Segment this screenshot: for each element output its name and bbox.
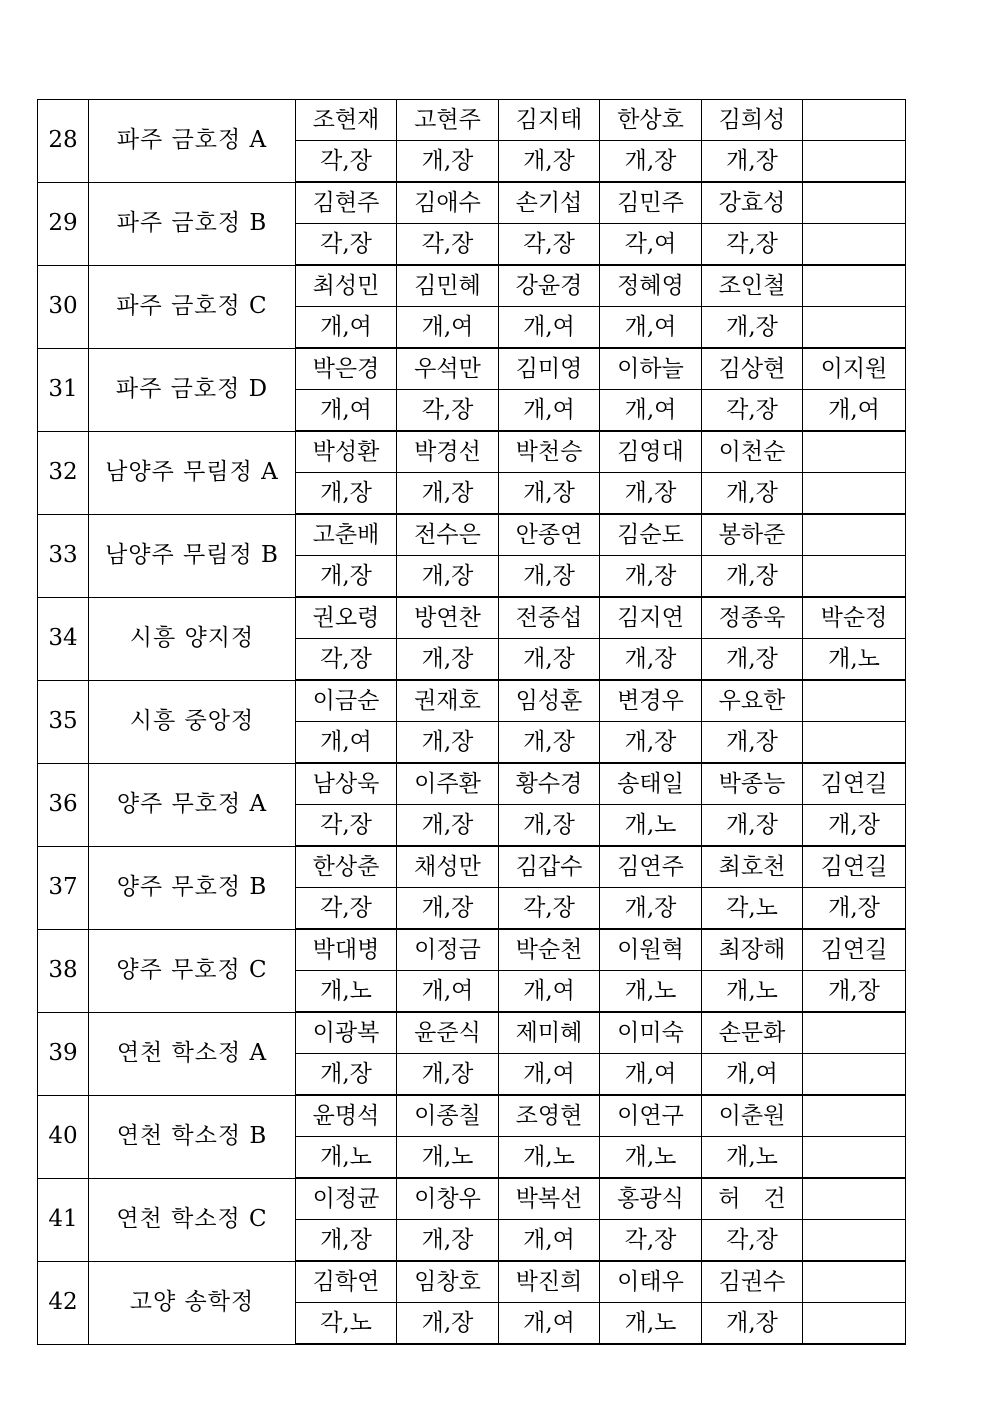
member-class: 개,장 xyxy=(296,1054,397,1096)
team-name: 시흥 양지정 xyxy=(89,597,296,680)
member-name: 김상현 xyxy=(702,348,803,390)
team-row-names xyxy=(38,348,906,390)
member-name: 전수은 xyxy=(397,514,499,556)
member-class: 개,여 xyxy=(702,1054,803,1096)
team-row-names xyxy=(38,763,906,805)
member-name: 김연주 xyxy=(600,846,702,888)
member-name: 우요한 xyxy=(702,680,803,722)
team-name: 양주 무호정 B xyxy=(89,846,296,929)
member-name: 권오령 xyxy=(296,597,397,639)
team-name: 고양 송학정 xyxy=(89,1261,296,1344)
member-name: 윤명석 xyxy=(296,1095,397,1137)
member-class: 개,노 xyxy=(600,805,702,847)
member-name: 봉하준 xyxy=(702,514,803,556)
member-class: 개,장 xyxy=(803,805,906,847)
member-class: 개,장 xyxy=(600,141,702,183)
member-name xyxy=(803,265,906,307)
member-class: 개,장 xyxy=(600,639,702,681)
member-name: 고춘배 xyxy=(296,514,397,556)
team-row-names xyxy=(38,929,906,971)
member-name xyxy=(803,1095,906,1137)
team-row-names xyxy=(38,1095,906,1137)
member-class xyxy=(803,141,906,183)
member-class: 개,장 xyxy=(702,1303,803,1345)
member-name: 강윤경 xyxy=(499,265,600,307)
member-name: 임창호 xyxy=(397,1261,499,1303)
team-number: 29 xyxy=(38,182,89,265)
team-row-names xyxy=(38,1012,906,1054)
team-name: 양주 무호정 C xyxy=(89,929,296,1012)
member-class: 개,장 xyxy=(499,556,600,598)
member-class: 개,노 xyxy=(296,1137,397,1179)
member-class: 개,노 xyxy=(600,971,702,1013)
member-name: 박천승 xyxy=(499,431,600,473)
member-class: 개,장 xyxy=(702,805,803,847)
member-class: 개,장 xyxy=(397,805,499,847)
member-class: 개,여 xyxy=(397,971,499,1013)
member-name xyxy=(803,182,906,224)
member-class: 개,노 xyxy=(803,639,906,681)
member-class: 개,장 xyxy=(803,971,906,1013)
member-class: 개,여 xyxy=(803,390,906,432)
member-class xyxy=(803,1137,906,1179)
team-row-names xyxy=(38,100,906,141)
member-name: 변경우 xyxy=(600,680,702,722)
member-name: 방연찬 xyxy=(397,597,499,639)
team-number: 39 xyxy=(38,1012,89,1095)
team-row-names xyxy=(38,846,906,888)
member-class: 각,장 xyxy=(296,639,397,681)
member-class: 개,장 xyxy=(600,888,702,930)
team-row-names xyxy=(38,431,906,473)
member-class: 개,장 xyxy=(702,722,803,764)
member-name: 제미혜 xyxy=(499,1012,600,1054)
member-class: 개,장 xyxy=(397,722,499,764)
member-name: 이천순 xyxy=(702,431,803,473)
team-number: 32 xyxy=(38,431,89,514)
team-number: 34 xyxy=(38,597,89,680)
team-name: 연천 학소정 A xyxy=(89,1012,296,1095)
member-name: 정종욱 xyxy=(702,597,803,639)
team-name: 시흥 중앙정 xyxy=(89,680,296,763)
member-class xyxy=(803,1054,906,1096)
member-class: 개,장 xyxy=(397,473,499,515)
team-number: 40 xyxy=(38,1095,89,1178)
member-name: 윤준식 xyxy=(397,1012,499,1054)
member-class: 각,장 xyxy=(499,888,600,930)
member-class xyxy=(803,1303,906,1345)
member-name xyxy=(803,1178,906,1220)
member-name: 권재호 xyxy=(397,680,499,722)
member-name: 박순정 xyxy=(803,597,906,639)
member-name: 허 건 xyxy=(702,1178,803,1220)
member-class: 각,여 xyxy=(600,224,702,266)
member-name: 남상욱 xyxy=(296,763,397,805)
member-class: 개,노 xyxy=(702,971,803,1013)
member-name: 이창우 xyxy=(397,1178,499,1220)
member-name: 이정금 xyxy=(397,929,499,971)
member-name: 박진희 xyxy=(499,1261,600,1303)
team-number: 33 xyxy=(38,514,89,597)
member-name: 박성환 xyxy=(296,431,397,473)
team-number: 31 xyxy=(38,348,89,431)
member-name: 임성훈 xyxy=(499,680,600,722)
member-class: 각,장 xyxy=(296,141,397,183)
member-name: 박대병 xyxy=(296,929,397,971)
member-class: 개,장 xyxy=(397,1303,499,1345)
member-name: 이태우 xyxy=(600,1261,702,1303)
member-class: 각,장 xyxy=(600,1220,702,1262)
team-name: 파주 금호정 A xyxy=(89,100,296,183)
member-name: 최장해 xyxy=(702,929,803,971)
member-class: 개,노 xyxy=(702,1137,803,1179)
member-name: 이연구 xyxy=(600,1095,702,1137)
team-number: 37 xyxy=(38,846,89,929)
member-class: 개,장 xyxy=(702,473,803,515)
member-name: 이광복 xyxy=(296,1012,397,1054)
member-name: 박종능 xyxy=(702,763,803,805)
member-name: 이미숙 xyxy=(600,1012,702,1054)
team-number: 28 xyxy=(38,100,89,183)
member-name: 이종칠 xyxy=(397,1095,499,1137)
member-name: 최호천 xyxy=(702,846,803,888)
member-class: 개,여 xyxy=(600,390,702,432)
member-class: 개,장 xyxy=(397,556,499,598)
member-name xyxy=(803,431,906,473)
member-class xyxy=(803,307,906,349)
member-class: 개,장 xyxy=(499,473,600,515)
member-class: 개,장 xyxy=(499,639,600,681)
team-name: 양주 무호정 A xyxy=(89,763,296,846)
team-name: 남양주 무림정 B xyxy=(89,514,296,597)
member-name: 김연길 xyxy=(803,929,906,971)
member-class: 개,장 xyxy=(397,639,499,681)
member-class: 개,여 xyxy=(600,1054,702,1096)
member-name: 조영현 xyxy=(499,1095,600,1137)
team-row-names xyxy=(38,514,906,556)
member-name: 이지원 xyxy=(803,348,906,390)
member-class: 개,장 xyxy=(397,1054,499,1096)
team-row-names xyxy=(38,265,906,307)
member-class xyxy=(803,556,906,598)
member-class: 각,장 xyxy=(397,390,499,432)
member-name: 이춘원 xyxy=(702,1095,803,1137)
member-class: 개,여 xyxy=(499,1303,600,1345)
member-class: 개,장 xyxy=(499,141,600,183)
member-name: 이주환 xyxy=(397,763,499,805)
member-name: 김갑수 xyxy=(499,846,600,888)
member-name: 한상호 xyxy=(600,100,702,141)
member-name xyxy=(803,1261,906,1303)
member-name: 김학연 xyxy=(296,1261,397,1303)
member-name: 김현주 xyxy=(296,182,397,224)
member-class: 각,장 xyxy=(296,224,397,266)
member-name: 손기섭 xyxy=(499,182,600,224)
member-name: 최성민 xyxy=(296,265,397,307)
member-name: 고현주 xyxy=(397,100,499,141)
member-name: 김지연 xyxy=(600,597,702,639)
member-class: 개,장 xyxy=(296,1220,397,1262)
team-row-names xyxy=(38,1178,906,1220)
member-class: 개,여 xyxy=(296,390,397,432)
member-class: 개,여 xyxy=(296,307,397,349)
member-name: 채성만 xyxy=(397,846,499,888)
member-class xyxy=(803,224,906,266)
member-class: 개,장 xyxy=(600,473,702,515)
member-name: 김민주 xyxy=(600,182,702,224)
member-name: 김애수 xyxy=(397,182,499,224)
team-row-names xyxy=(38,680,906,722)
member-class: 개,장 xyxy=(803,888,906,930)
member-name: 이원혁 xyxy=(600,929,702,971)
member-class: 각,장 xyxy=(296,888,397,930)
member-name: 박경선 xyxy=(397,431,499,473)
member-class: 개,장 xyxy=(702,307,803,349)
member-class: 각,장 xyxy=(702,224,803,266)
member-class: 각,장 xyxy=(296,805,397,847)
member-name xyxy=(803,680,906,722)
member-name: 박은경 xyxy=(296,348,397,390)
team-row-names xyxy=(38,182,906,224)
member-class: 개,여 xyxy=(499,307,600,349)
member-name: 박복선 xyxy=(499,1178,600,1220)
member-name: 이금순 xyxy=(296,680,397,722)
member-class: 개,여 xyxy=(499,1054,600,1096)
member-class: 각,장 xyxy=(397,224,499,266)
member-name: 안종연 xyxy=(499,514,600,556)
member-name: 이하늘 xyxy=(600,348,702,390)
member-class: 개,장 xyxy=(296,473,397,515)
member-class: 개,장 xyxy=(397,888,499,930)
member-class xyxy=(803,722,906,764)
team-name: 연천 학소정 B xyxy=(89,1095,296,1178)
member-class: 개,노 xyxy=(499,1137,600,1179)
member-name: 김미영 xyxy=(499,348,600,390)
member-class: 개,장 xyxy=(600,722,702,764)
member-name: 황수경 xyxy=(499,763,600,805)
team-name: 파주 금호정 B xyxy=(89,182,296,265)
team-number: 38 xyxy=(38,929,89,1012)
team-name: 파주 금호정 D xyxy=(89,348,296,431)
member-class: 각,장 xyxy=(702,390,803,432)
member-class: 각,장 xyxy=(702,1220,803,1262)
member-class: 개,장 xyxy=(702,556,803,598)
member-class: 개,여 xyxy=(499,390,600,432)
member-name: 김희성 xyxy=(702,100,803,141)
member-name: 김권수 xyxy=(702,1261,803,1303)
member-name: 전중섭 xyxy=(499,597,600,639)
team-name: 남양주 무림정 A xyxy=(89,431,296,514)
member-class: 개,노 xyxy=(397,1137,499,1179)
member-class: 개,여 xyxy=(296,722,397,764)
member-name: 김연길 xyxy=(803,763,906,805)
team-number: 30 xyxy=(38,265,89,348)
team-roster-table xyxy=(37,99,906,1345)
team-number: 41 xyxy=(38,1178,89,1261)
member-class: 개,장 xyxy=(296,556,397,598)
member-name: 조인철 xyxy=(702,265,803,307)
member-class: 개,노 xyxy=(600,1137,702,1179)
member-name: 김순도 xyxy=(600,514,702,556)
member-class: 개,여 xyxy=(499,1220,600,1262)
member-name: 손문화 xyxy=(702,1012,803,1054)
member-name: 한상춘 xyxy=(296,846,397,888)
member-name: 김민혜 xyxy=(397,265,499,307)
member-class: 개,장 xyxy=(397,141,499,183)
team-number: 36 xyxy=(38,763,89,846)
member-class: 개,장 xyxy=(499,722,600,764)
member-class: 각,노 xyxy=(702,888,803,930)
member-class: 개,노 xyxy=(600,1303,702,1345)
member-class: 개,장 xyxy=(702,639,803,681)
member-class xyxy=(803,473,906,515)
member-name xyxy=(803,514,906,556)
member-class xyxy=(803,1220,906,1262)
team-roster-body xyxy=(38,100,906,1345)
member-class: 개,장 xyxy=(499,805,600,847)
member-name: 김지태 xyxy=(499,100,600,141)
member-name xyxy=(803,1012,906,1054)
member-class: 개,여 xyxy=(600,307,702,349)
team-number: 42 xyxy=(38,1261,89,1344)
member-name: 정혜영 xyxy=(600,265,702,307)
member-name: 강효성 xyxy=(702,182,803,224)
member-class: 개,여 xyxy=(499,971,600,1013)
team-number: 35 xyxy=(38,680,89,763)
member-name: 김연길 xyxy=(803,846,906,888)
member-name: 이정균 xyxy=(296,1178,397,1220)
member-class: 각,장 xyxy=(499,224,600,266)
member-name: 조현재 xyxy=(296,100,397,141)
member-name: 우석만 xyxy=(397,348,499,390)
team-name: 파주 금호정 C xyxy=(89,265,296,348)
team-name: 연천 학소정 C xyxy=(89,1178,296,1261)
member-name: 박순천 xyxy=(499,929,600,971)
member-name: 송태일 xyxy=(600,763,702,805)
member-class: 각,노 xyxy=(296,1303,397,1345)
team-row-names xyxy=(38,1261,906,1303)
member-class: 개,장 xyxy=(702,141,803,183)
member-class: 개,장 xyxy=(600,556,702,598)
member-name xyxy=(803,100,906,141)
member-class: 개,장 xyxy=(397,1220,499,1262)
member-class: 개,여 xyxy=(397,307,499,349)
team-row-names xyxy=(38,597,906,639)
member-class: 개,노 xyxy=(296,971,397,1013)
member-name: 홍광식 xyxy=(600,1178,702,1220)
member-name: 김영대 xyxy=(600,431,702,473)
